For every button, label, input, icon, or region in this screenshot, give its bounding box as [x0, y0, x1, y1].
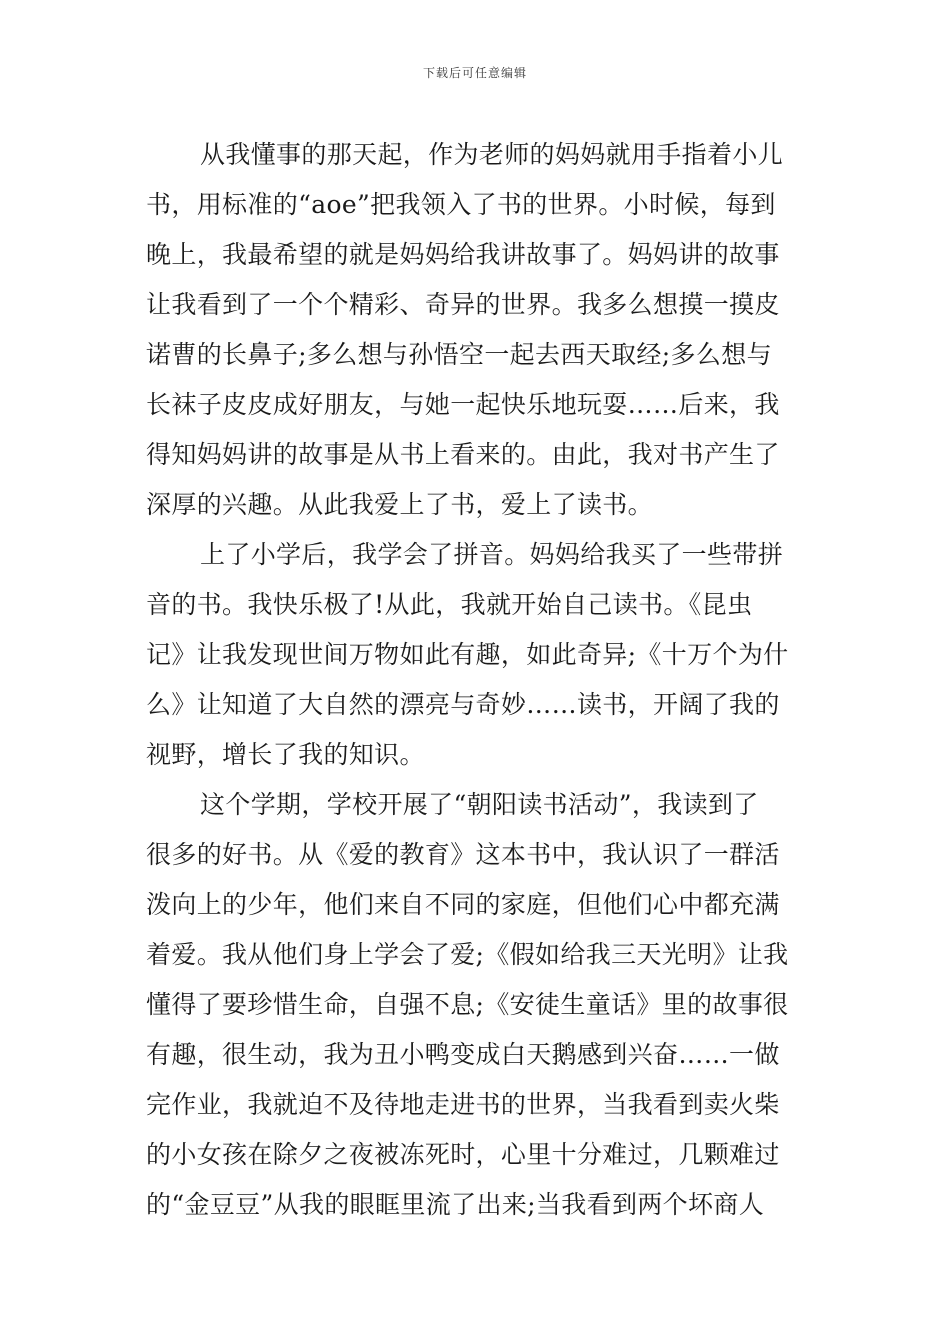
paragraph-line: 视野，增长了我的知识。: [146, 740, 425, 769]
paragraph-line: 有趣，很生动，我为丑小鸭变成白天鹅感到兴奋……一做: [146, 1040, 780, 1069]
body-text: [146, 130, 808, 1230]
paragraph-first-line: 从我懂事的那天起，作为老师的妈妈就用手指着小儿: [200, 140, 784, 169]
paragraph-line: 让我看到了一个个精彩、奇异的世界。我多么想摸一摸皮: [146, 290, 780, 319]
paragraph-line: 么》让知道了大自然的漂亮与奇妙……读书，开阔了我的: [146, 690, 780, 719]
page-header: 下载后可任意编辑: [422, 66, 527, 80]
paragraph-line: 晚上，我最希望的就是妈妈给我讲故事了。妈妈讲的故事: [146, 240, 780, 269]
paragraph-line: 记》让我发现世间万物如此有趣，如此奇异;《十万个为什: [146, 640, 789, 669]
paragraph-line: 长袜子皮皮成好朋友，与她一起快乐地玩耍……后来，我: [146, 390, 780, 419]
paragraph-line: 书，用标准的“aoe”把我领入了书的世界。小时候，每到: [146, 190, 776, 219]
paragraph-first-line: 上了小学后，我学会了拼音。妈妈给我买了一些带拼: [200, 540, 784, 569]
paragraph-line: 得知妈妈讲的故事是从书上看来的。由此，我对书产生了: [146, 440, 780, 469]
paragraph-line: 着爱。我从他们身上学会了爱;《假如给我三天光明》让我: [146, 940, 789, 969]
paragraph-line: 诺曹的长鼻子;多么想与孙悟空一起去西天取经;多么想与: [146, 340, 772, 369]
paragraph-line: 完作业，我就迫不及待地走进书的世界，当我看到卖火柴: [146, 1090, 780, 1119]
paragraph-line: 音的书。我快乐极了!从此，我就开始自己读书。《昆虫: [146, 590, 753, 619]
paragraph-line: 深厚的兴趣。从此我爱上了书，爱上了读书。: [146, 490, 654, 519]
paragraph-line: 很多的好书。从《爱的教育》这本书中，我认识了一群活: [146, 840, 780, 869]
paragraph-line: 懂得了要珍惜生命，自强不息;《安徒生童话》里的故事很: [146, 990, 789, 1019]
paragraph-line: 的小女孩在除夕之夜被冻死时，心里十分难过，几颗难过: [146, 1140, 780, 1169]
paragraph-first-line: 这个学期，学校开展了“朝阳读书活动”，我读到了: [200, 790, 759, 819]
paragraph-line: 泼向上的少年，他们来自不同的家庭，但他们心中都充满: [146, 890, 780, 919]
paragraph-line: 的“金豆豆”从我的眼眶里流了出来;当我看到两个坏商人: [146, 1190, 765, 1219]
